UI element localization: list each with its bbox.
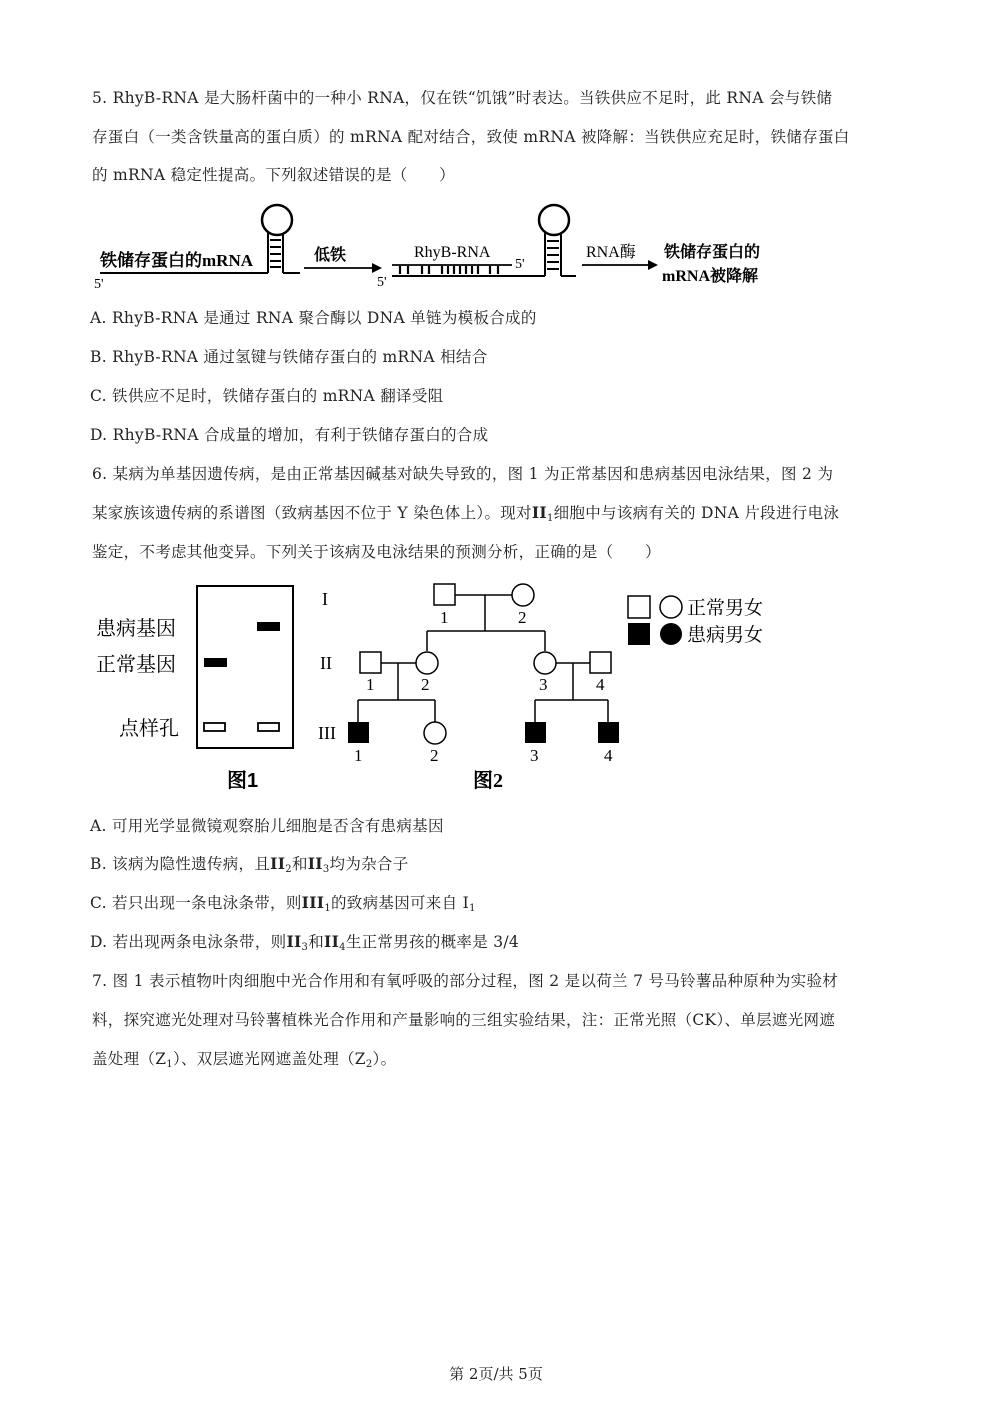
arrow-rnase-label: RNA酶 [586,244,636,261]
five-prime-label-1: 5' [94,277,104,292]
mrna-label: 铁储存蛋白的mRNA [100,251,253,270]
q5-option-d: D. RhyB-RNA 合成量的增加，有利于铁储存蛋白的合成 [90,426,489,444]
stem-loop-left [262,205,292,235]
III-3-affected-male [525,722,546,743]
q5-line-1: 5. RhyB-RNA 是大肠杆菌中的一种小 RNA，仅在铁“饥饿”时表达。当铁供应不足时，此 RNA 会与铁储 [92,89,833,107]
svg-text:2: 2 [430,746,439,765]
q6-option-a: A. 可用光学显微镜观察胎儿细胞是否含有患病基因 [90,817,444,835]
svg-text:1: 1 [440,608,449,627]
fig1-caption: 图1 [227,770,259,792]
arrow-head-1 [372,263,382,273]
q6-line-3: 鉴定，不考虑其他变异。下列关于该病及电泳结果的预测分析，正确的是（ ） [92,543,661,561]
q5-line-3: 的 mRNA 稳定性提高。下列叙述错误的是（ ） [92,166,455,184]
II-2-female [416,652,438,674]
q5-option-a: A. RhyB-RNA 是通过 RNA 聚合酶以 DNA 单链为模板合成的 [90,309,537,327]
svg-text:2: 2 [421,675,430,694]
q6-line-2: 某家族该遗传病的系谱图（致病基因不位于 Y 染色体上）。现对$II_1$细胞中与该病有关的 DNA 片段进行电泳 [92,503,840,524]
III-1-affected-male [348,722,369,743]
II-1-male [360,652,381,673]
arrow-head-2 [648,260,658,270]
electrophoresis-figure [92,580,307,795]
five-prime-label-3: 5' [377,275,387,290]
q7-line-2: 料，探究遮光处理对马铃薯植株光合作用和产量影响的三组实验结果，注：正常光照（CK）、单层遮光网遮 [92,1011,836,1029]
svg-text:1: 1 [354,746,363,765]
generation-I: I [322,589,328,609]
q5-option-c: C. 铁供应不足时，铁储存蛋白的 mRNA 翻译受阻 [90,387,444,405]
result-line-2: mRNA被降解 [662,268,758,285]
label-normal-gene: 正常基因 [96,654,176,676]
svg-text:2: 2 [518,608,527,627]
well-1 [204,723,225,731]
rhyb-label: RhyB-RNA [414,244,491,261]
svg-text:3: 3 [530,746,539,765]
q6-option-c: C. 若只出现一条电泳条带，则$III_1$的致病基因可来自 $I_1$ [90,893,476,914]
stem-loop-right [539,205,569,235]
III-4-affected-male [598,722,619,743]
II-4-male [590,652,611,673]
label-disease-gene: 患病基因 [96,618,176,640]
five-prime-label-2: 5' [515,257,525,272]
fig2-caption: 图2 [473,770,503,792]
q5-line-2: 存蛋白（一类含铁量高的蛋白质）的 mRNA 配对结合，致使 mRNA 被降解：当铁供应充足时，铁储存蛋白 [92,128,850,146]
generation-II: II [320,653,332,673]
band-disease [257,622,280,631]
generation-III: III [318,723,336,743]
label-well: 点样孔 [119,718,179,740]
arrow-low-iron-label: 低铁 [314,247,347,264]
band-normal [204,658,227,667]
legend-affected-female [660,623,682,645]
legend-normal-label: 正常男女 [687,598,764,619]
result-line-1: 铁储存蛋白的 [664,244,761,261]
q5-option-b: B. RhyB-RNA 通过氢键与铁储存蛋白的 mRNA 相结合 [90,348,488,366]
svg-text:1: 1 [366,675,375,694]
pedigree-figure [310,575,630,795]
q6-line-1: 6. 某病为单基因遗传病，是由正常基因碱基对缺失导致的，图 1 为正常基因和患病基因电泳结果，图 2 为 [92,465,834,483]
page-footer: 第 2页/共 5页 [449,1365,543,1383]
q6-option-b: B. 该病为隐性遗传病，且$II_2$和$II_3$均为杂合子 [90,854,409,875]
svg-text:3: 3 [539,675,548,694]
well-2 [258,723,279,731]
legend-affected-label: 患病男女 [687,625,764,646]
I-2-female [512,584,534,606]
I-1-male [434,584,455,605]
legend-normal-male [628,596,650,618]
legend-normal-female [660,596,682,618]
svg-text:4: 4 [596,675,605,694]
II-3-female [534,652,556,674]
q7-line-1: 7. 图 1 表示植物叶肉细胞中光合作用和有氧呼吸的部分过程，图 2 是以荷兰 7 号马铃薯品种原种为实验材 [92,972,839,990]
q6-option-d: D. 若出现两条电泳条带，则$II_3$和$II_4$生正常男孩的概率是 3/4 [90,932,520,953]
III-2-female [424,722,446,744]
legend-affected-male [628,623,650,645]
rhyb-rna-diagram [92,196,782,294]
pedigree-legend [625,592,795,652]
svg-text:4: 4 [604,746,613,765]
q7-line-3: 盖处理$(Z_1)$、双层遮光网遮盖处理$(Z_2)$。 [92,1050,397,1070]
